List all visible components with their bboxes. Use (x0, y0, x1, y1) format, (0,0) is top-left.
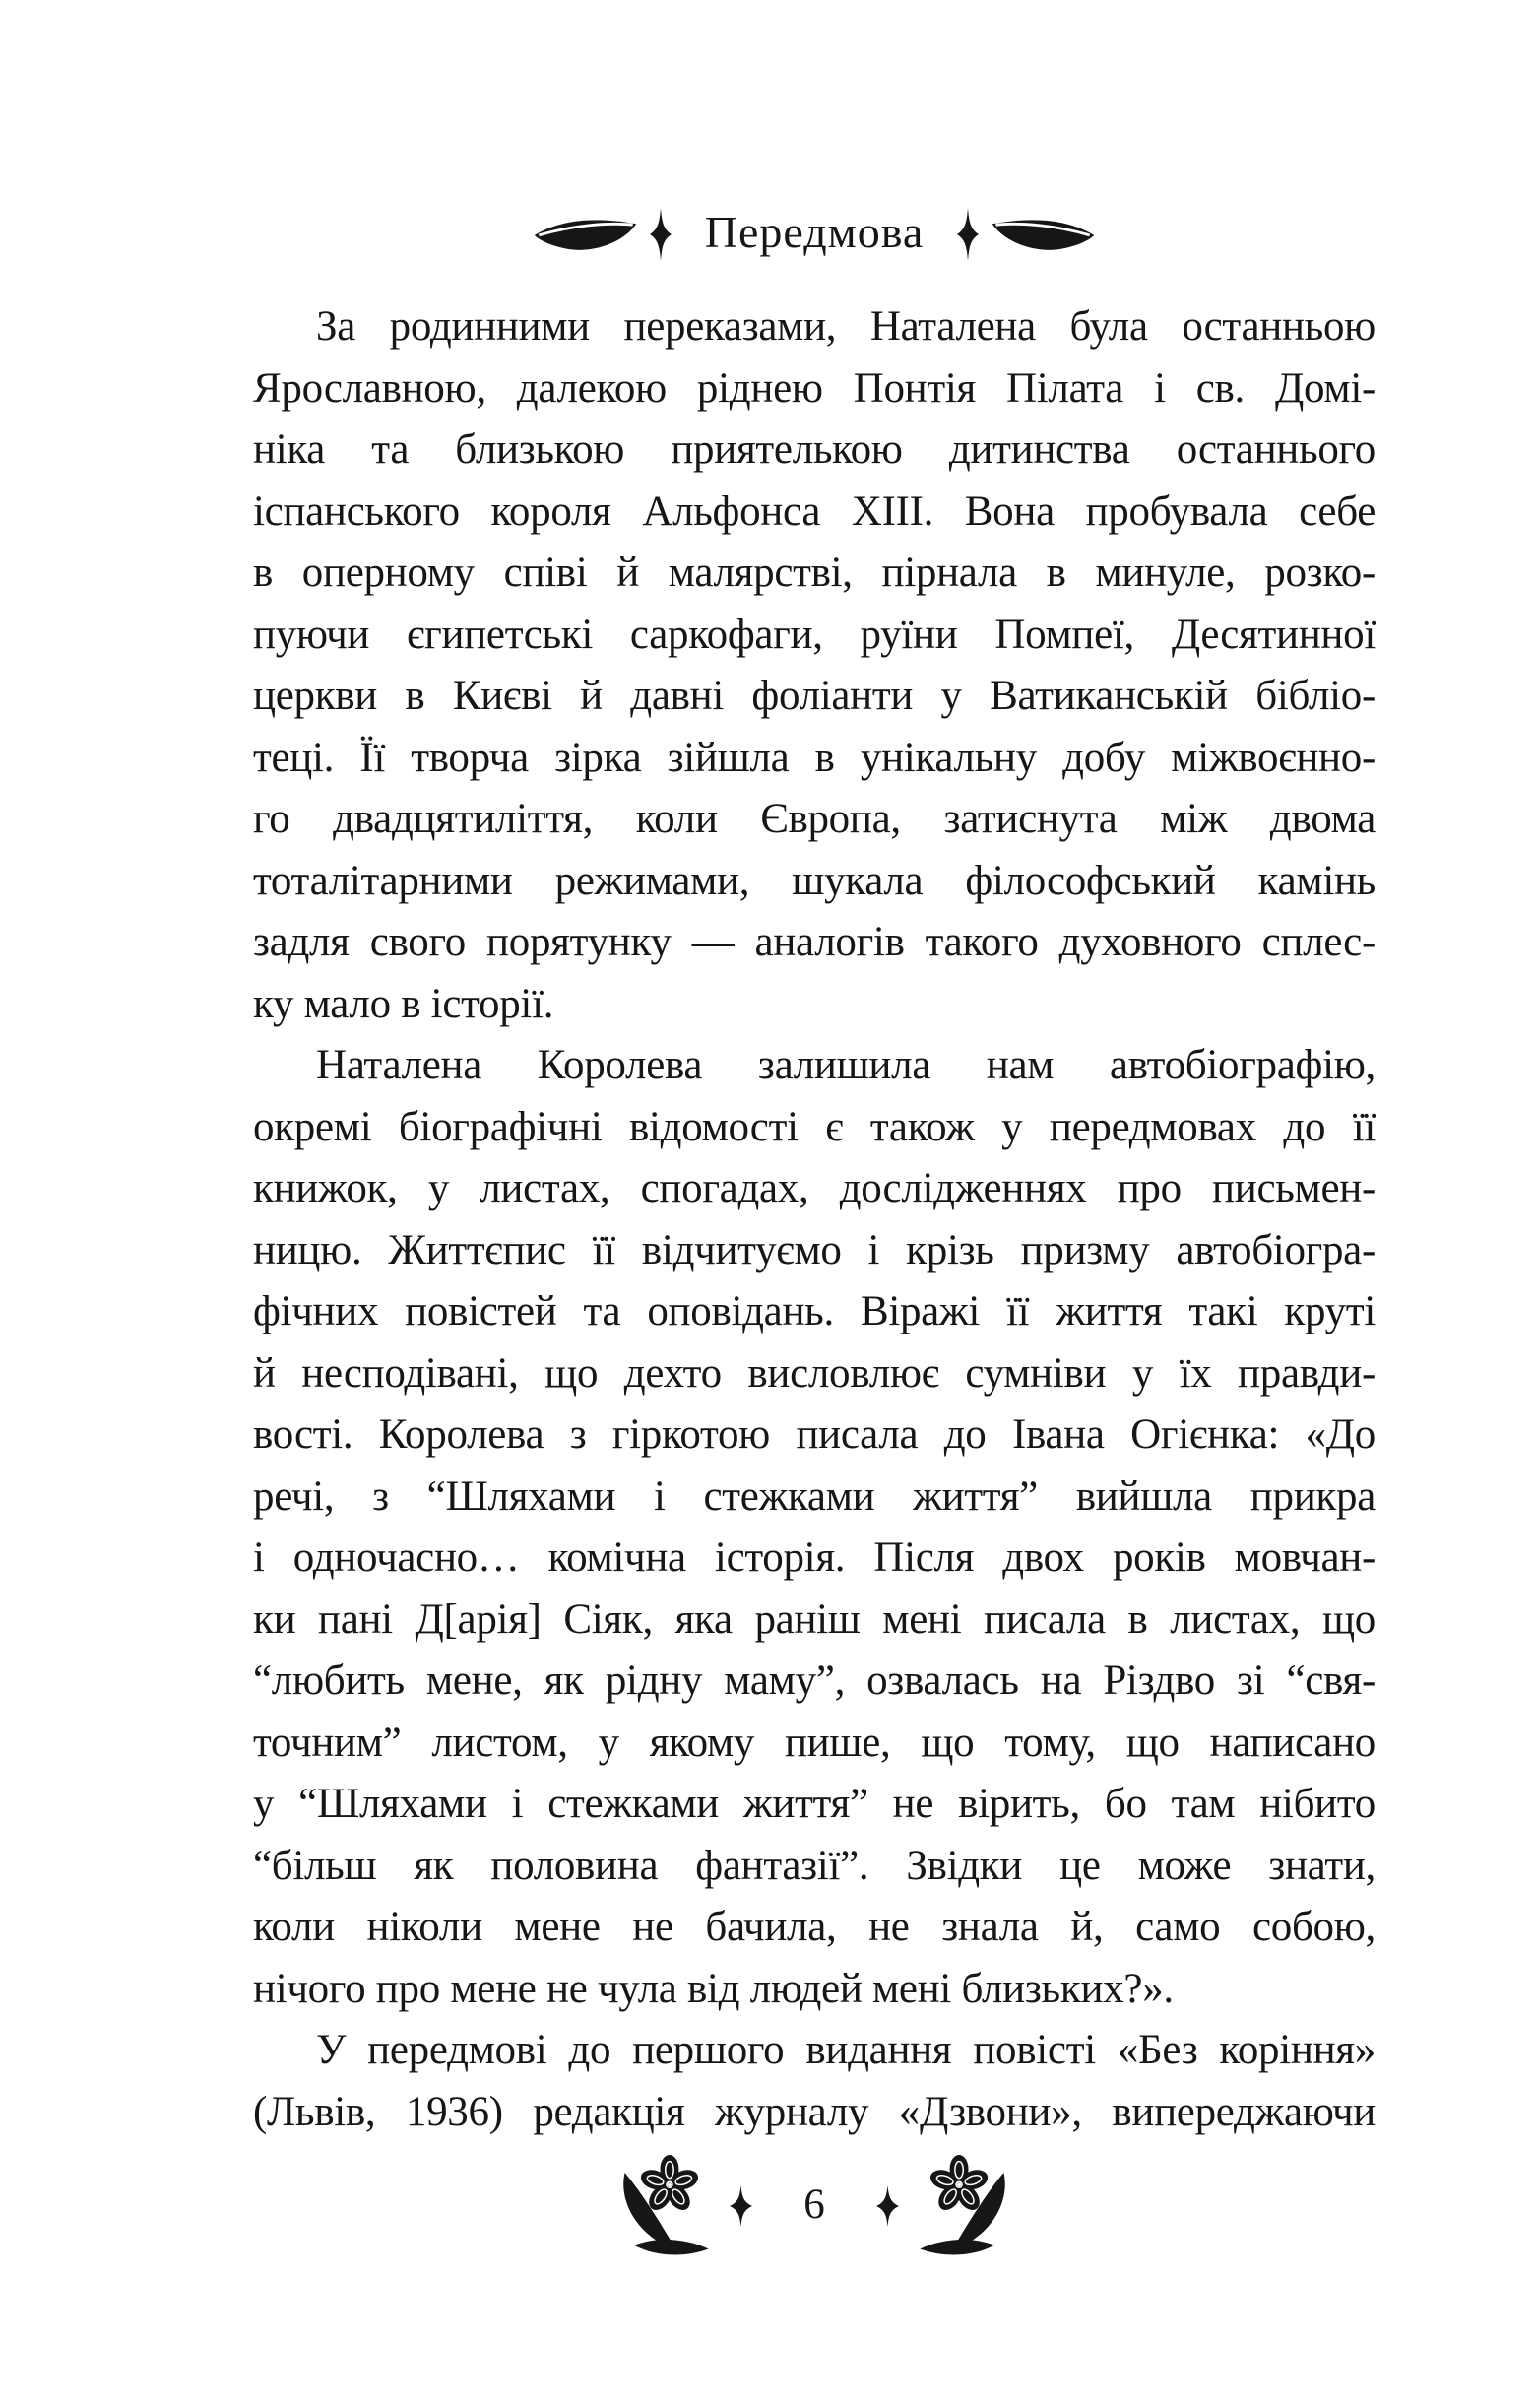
text-line: задля свого порятунку — аналогів такого духовного сплес- (253, 919, 1376, 965)
text-line: У передмові до першого видання повісті «Без коріння» (316, 2027, 1376, 2073)
text-line: “більш як половина фантазії”. Звідки це може знати, (253, 1842, 1376, 1889)
flower-ornament-left-icon (617, 2153, 720, 2259)
text-line: ницю. Життєпис її відчитуємо і крізь призму автобіогра- (253, 1226, 1376, 1273)
text-block (253, 296, 1376, 2143)
page-footer (253, 2149, 1376, 2263)
text-line: вості. Королева з гіркотою писала до Івана Огієнка: «До (253, 1411, 1376, 1458)
text-line: в оперному співі й малярстві, пірнала в минуле, розко- (253, 550, 1376, 596)
text-line: іспанського короля Альфонса XIII. Вона пробувала себе (253, 488, 1376, 535)
text-line: й несподівані, що дехто висловлює сумніви у їх правди- (253, 1349, 1376, 1397)
leaf-ornament-left-icon (533, 213, 638, 256)
text-line: у “Шляхами і стежками життя” не вірить, бо там нібито (253, 1781, 1376, 1827)
text-line: точним” листом, у якому пише, що тому, що написано (253, 1719, 1376, 1766)
chapter-header (253, 192, 1376, 276)
star-icon (957, 208, 979, 261)
star-icon (876, 2185, 899, 2227)
leaf-ornament-right-icon (991, 213, 1096, 256)
text-line: теці. Її творча зірка зійшла в унікальну добу міжвоєнно- (253, 734, 1376, 781)
text-line: речі, з “Шляхами і стежками життя” вийшла прикра (253, 1472, 1376, 1520)
flower-ornament-right-icon (909, 2153, 1011, 2259)
star-icon (730, 2185, 752, 2227)
text-line: книжок, у листах, спогадах, дослідженнях про письмен- (253, 1165, 1376, 1211)
text-line: ніка та близькою приятелькою дитинства останнього (253, 426, 1376, 473)
text-line: пуючи єгипетські саркофаги, руїни Помпеї, Десятинної (253, 611, 1376, 658)
text-line: ку мало в історії. (253, 980, 554, 1027)
text-line: За родинними переказами, Наталена була останньою (316, 303, 1376, 350)
text-line: церкви в Києві й давні фоліанти у Ватиканській бібліо- (253, 673, 1376, 719)
chapter-title: Передмова (704, 207, 925, 257)
text-line: коли ніколи мене не бачила, не знала й, само собою, (253, 1904, 1376, 1950)
text-line: нічого про мене не чула від людей мені близьких?». (253, 1965, 1174, 2012)
text-line: Ярославною, далекою ріднею Понтія Пілата і св. Домі- (253, 364, 1376, 412)
text-line: го двадцятиліття, коли Європа, затиснута між двома (253, 796, 1376, 842)
page-number: 6 (803, 2180, 825, 2228)
text-line: тоталітарними режимами, шукала філософський камінь (253, 857, 1376, 904)
text-line: (Львів, 1936) редакція журналу «Дзвони», випереджаючи (253, 2088, 1376, 2135)
text-line: Наталена Королева залишила нам автобіографію, (316, 1042, 1376, 1088)
text-line: і одночасно… комічна історія. Після двох років мовчан- (253, 1534, 1376, 1581)
text-line: фічних повістей та оповідань. Віражі її життя такі круті (253, 1288, 1376, 1334)
text-line: ки пані Д[арія] Сіяк, яка раніш мені писала в листах, що (253, 1595, 1376, 1643)
text-line: окремі біографічні відомості є також у передмовах до її (253, 1103, 1376, 1150)
text-line: “любить мене, як рідну маму”, озвалась на Різдво зі “свя- (253, 1658, 1376, 1704)
star-icon (650, 208, 672, 261)
